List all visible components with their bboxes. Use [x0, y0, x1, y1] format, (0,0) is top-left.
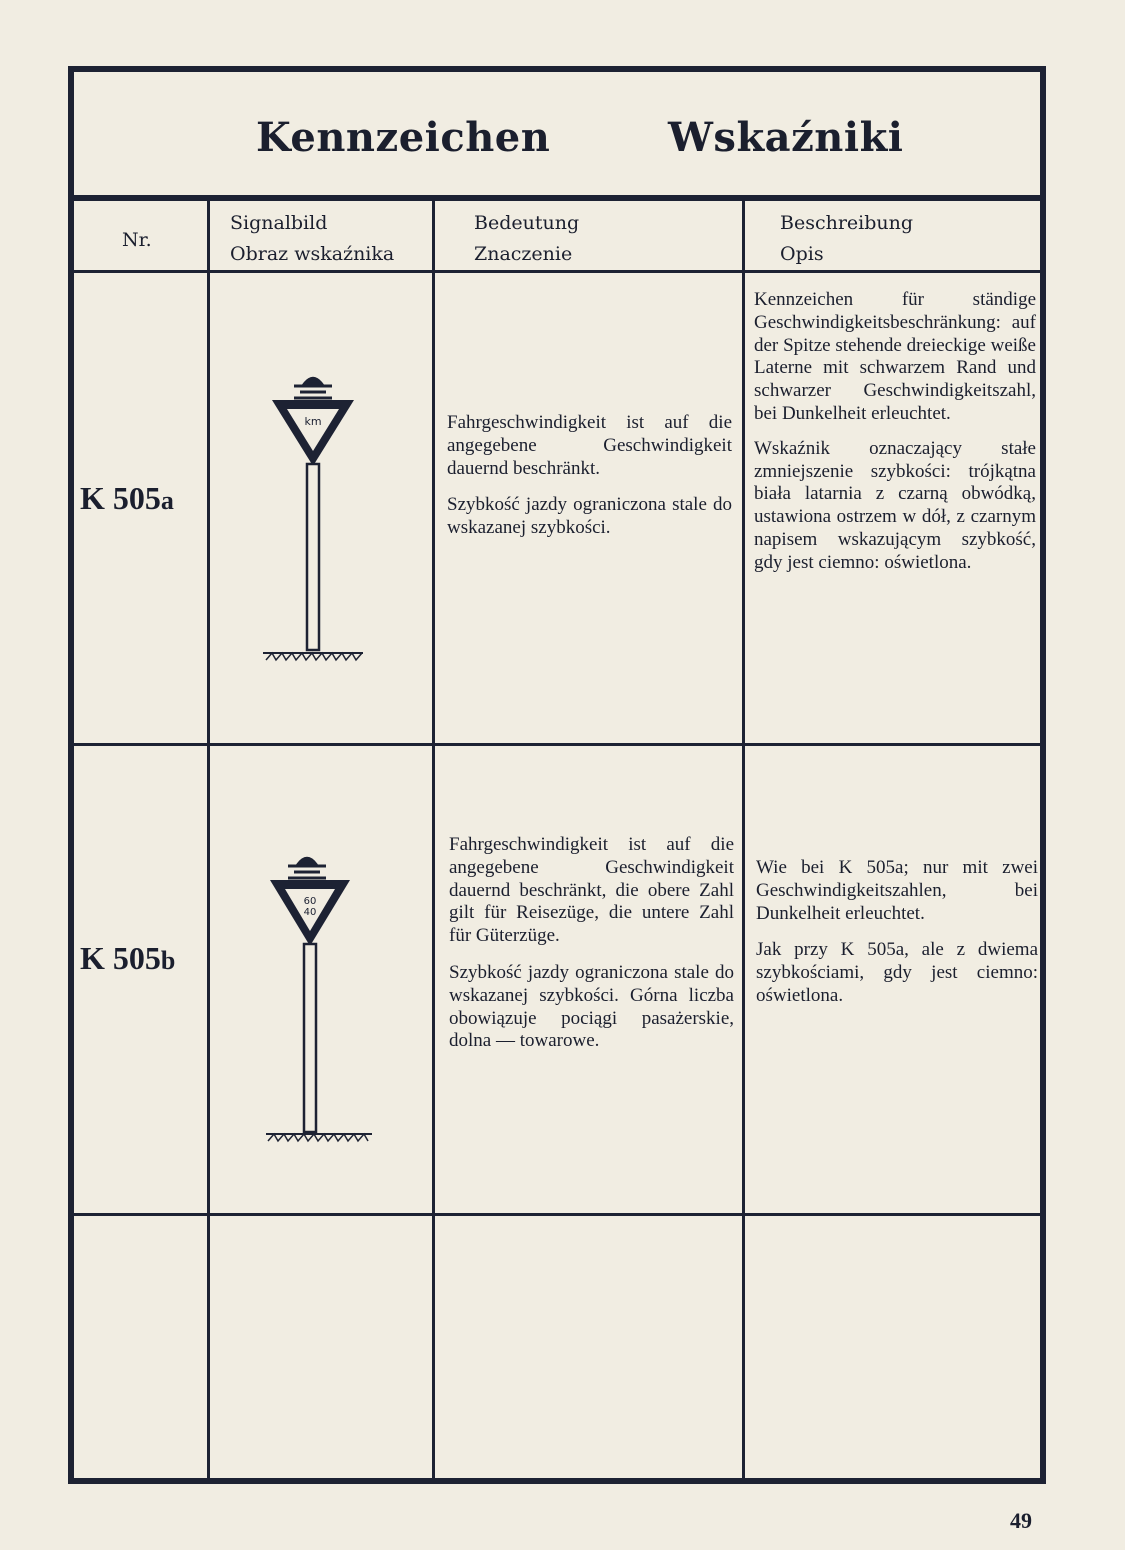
column-line-3	[742, 199, 745, 1480]
speed-limit-sign-double	[266, 848, 376, 1146]
page-title-german: Kennzeichen	[256, 114, 551, 161]
description-german-k505a: Kennzeichen für ständige Geschwindigkeitsbeschränkung: auf der Spitze stehende dreieckige weiße Laterne mit schwarzem Rand und schwarzer Geschwindigkeitszahl, bei Dunkelheit erleuchtet.	[754, 289, 1036, 424]
row-number-main: K 505	[80, 480, 161, 516]
description-polish-k505b: Jak przy K 505a, ale z dwiema szybkościami, gdy jest ciemno: oświetlona.	[756, 939, 1038, 1006]
meaning-polish-k505a: Szybkość jazdy ograniczona stale do wskazanej szybkości.	[447, 494, 732, 539]
meaning-k505b	[449, 834, 734, 1053]
description-polish-k505a: Wskaźnik oznaczający stałe zmniejszenie szybkości: trójkątna biała latarnia z czarną obwódką, ustawiona ostrzem w dół, z czarnym napisem wskazującym szybkość, gdy jest ciemno: oświetlona.	[754, 437, 1036, 573]
column-header-divider	[68, 270, 1046, 273]
column-header-nr	[122, 225, 152, 256]
sign-speed-top-label: 60	[303, 896, 317, 907]
table-frame	[68, 66, 1046, 1484]
header-nr-label: Nr.	[122, 229, 152, 251]
description-k505a	[754, 289, 1036, 575]
row-divider-1	[68, 743, 1046, 746]
sign-speed-bottom-label: 40	[303, 907, 317, 918]
meaning-german-k505a: Fahrgeschwindigkeit ist auf die angegebene Geschwindigkeit dauernd beschränkt.	[447, 412, 732, 479]
page-heading	[68, 66, 1046, 202]
description-german-k505b: Wie bei K 505a; nur mit zwei Geschwindigkeitszahlen, bei Dunkelheit erleuchtet.	[756, 857, 1038, 924]
header-signal-de: Signalbild	[230, 212, 328, 234]
sign-speed-label: km	[304, 415, 322, 428]
row-number-k505b	[80, 940, 175, 977]
row-number-main: K 505	[80, 940, 161, 976]
header-desc-de: Beschreibung	[780, 212, 914, 234]
speed-limit-sign-single	[258, 368, 368, 663]
header-meaning-pl: Znaczenie	[474, 243, 573, 265]
heading-divider	[68, 195, 1046, 201]
page-title-polish: Wskaźniki	[668, 114, 904, 161]
header-signal-pl: Obraz wskaźnika	[230, 243, 395, 265]
row-number-k505a	[80, 480, 174, 517]
column-header-description	[780, 208, 913, 270]
column-header-signal	[230, 208, 394, 270]
column-line-1	[207, 199, 210, 1480]
row-number-suffix: a	[160, 486, 174, 515]
page-number: 49	[1010, 1508, 1032, 1533]
header-desc-pl: Opis	[780, 243, 824, 265]
description-k505b	[756, 857, 1038, 1008]
column-line-2	[432, 199, 435, 1480]
row-number-suffix: b	[160, 946, 176, 975]
row-divider-2	[68, 1213, 1046, 1216]
meaning-polish-k505b: Szybkość jazdy ograniczona stale do wskazanej szybkości. Górna liczba obowiązuje pociągi pasażerskie, dolna — towarowe.	[449, 961, 734, 1052]
meaning-k505a	[447, 412, 732, 540]
meaning-german-k505b: Fahrgeschwindigkeit ist auf die angegebene Geschwindigkeit dauernd beschränkt, die obere Zahl gilt für Reisezüge, die untere Zahl für Güterzüge.	[449, 834, 734, 947]
column-header-meaning	[474, 208, 579, 270]
header-meaning-de: Bedeutung	[474, 212, 580, 234]
